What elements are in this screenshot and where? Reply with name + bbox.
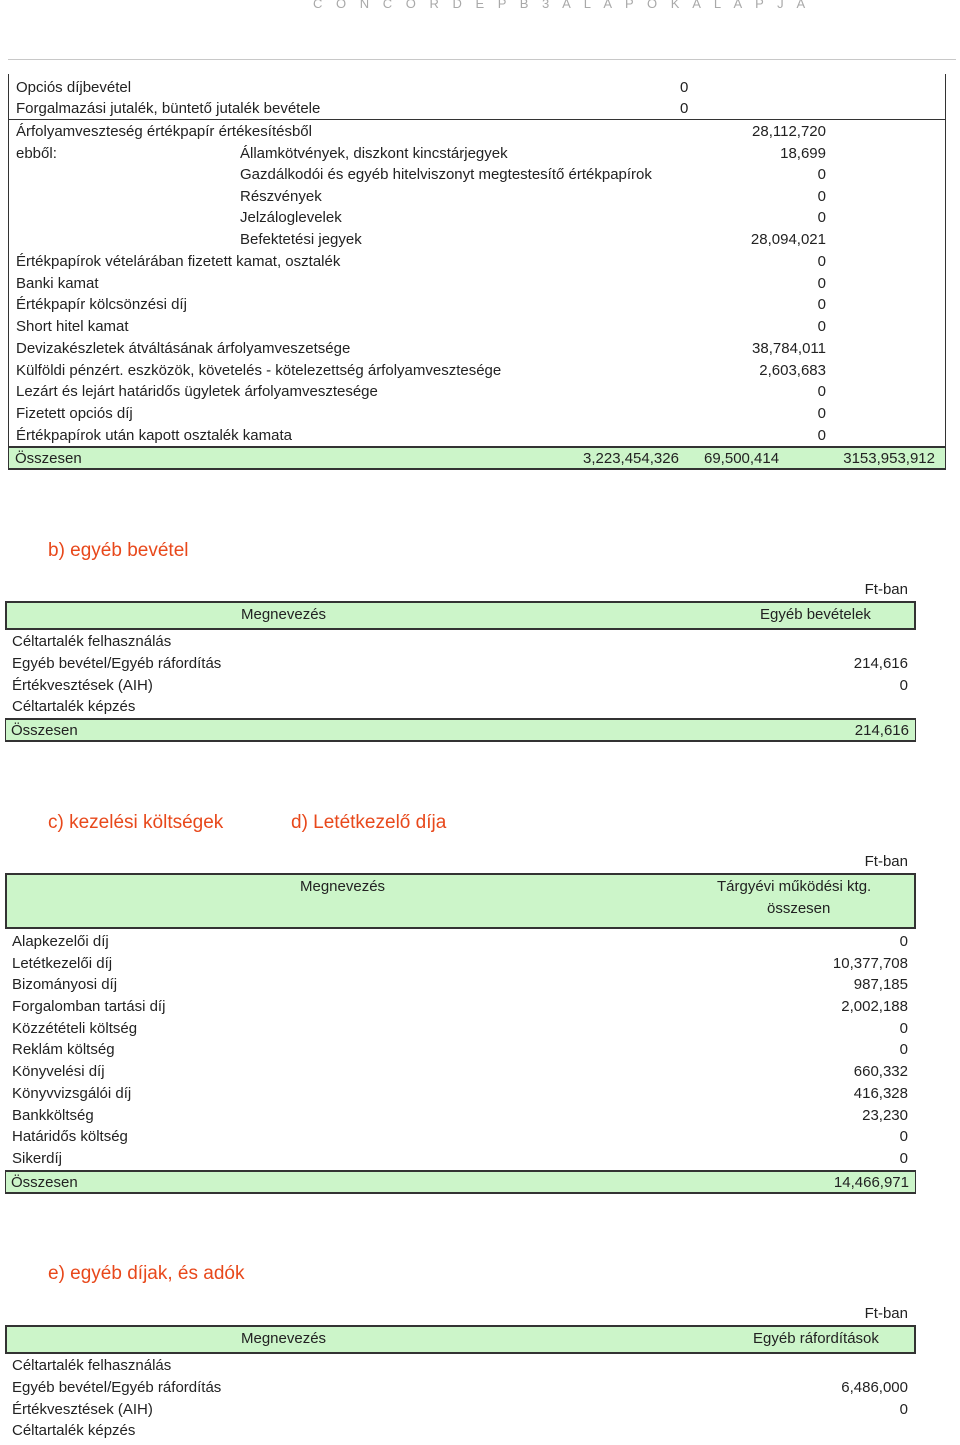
row-label: Céltartalék képzés [12, 698, 136, 715]
row-label: Értékvesztések (AIH) [12, 1401, 153, 1418]
row-label: Árfolyamveszteség értékpapír értékesítésből [16, 123, 312, 140]
row-value: 0 [817, 405, 826, 422]
row-label: Forgalomban tartási díj [12, 998, 166, 1015]
row-value: 0 [899, 1128, 908, 1145]
row-label: Közzétételi költség [12, 1020, 138, 1037]
row-value: 0 [817, 188, 826, 205]
row-value: 0 [817, 318, 826, 335]
row-label: Banki kamat [16, 275, 99, 292]
row-label: Értékpapír kölcsönzési díj [16, 296, 187, 313]
col-header-value-line1: Tárgyévi működési ktg. [717, 878, 872, 895]
row-label: Lezárt és lejárt határidős ügyletek árfolyamvesztesége [16, 383, 378, 400]
row-label: Céltartalék felhasználás [12, 1357, 172, 1374]
row-label: Letétkezelői díj [12, 955, 113, 972]
section-b-total-row [5, 718, 916, 742]
row-label: Egyéb bevétel/Egyéb ráfordítás [12, 1379, 222, 1396]
row-value: 2,002,188 [841, 998, 908, 1015]
table-border-left [8, 74, 9, 446]
row-label: Short hitel kamat [16, 318, 129, 335]
row-label: Értékpapírok után kapott osztalék kamata [16, 427, 292, 444]
row-value: 416,328 [853, 1085, 908, 1102]
unit-label: Ft-ban [864, 581, 908, 598]
row-label: Forgalmazási jutalék, büntető jutalék bevétele [16, 100, 321, 117]
total-value-2: 69,500,414 [704, 450, 780, 467]
row-value: 0 [899, 677, 908, 694]
row-label: ebből: [16, 145, 57, 162]
row-label: Sikerdíj [12, 1150, 63, 1167]
section-d-title: d) Letétkezelő díja [291, 812, 447, 833]
table-border-right [945, 74, 946, 446]
row-sublabel: Államkötvények, diszkont kincstárjegyek [240, 145, 508, 162]
row-sublabel: Gazdálkodói és egyéb hitelviszonyt megtestesítő értékpapírok [240, 166, 652, 183]
total-value-3: 3153,953,912 [843, 450, 935, 467]
row-value: 0 [899, 1041, 908, 1058]
header-divider [8, 59, 956, 60]
row-value: 23,230 [862, 1107, 908, 1124]
section-cd-header [5, 873, 916, 929]
row-value: 6,486,000 [841, 1379, 908, 1396]
row-value: 0 [680, 100, 689, 117]
row-label: Devizakészletek átváltásának árfolyamveszetsége [16, 340, 351, 357]
expense-table-1 [8, 74, 946, 469]
row-value: 0 [899, 933, 908, 950]
row-label: Értékpapírok vételárában fizetett kamat, osztalék [16, 253, 341, 270]
row-label: Alapkezelői díj [12, 933, 109, 950]
table-separator [8, 119, 946, 120]
row-value: 18,699 [780, 145, 826, 162]
row-label: Céltartalék képzés [12, 1422, 136, 1439]
row-label: Értékvesztések (AIH) [12, 677, 153, 694]
row-value: 0 [817, 427, 826, 444]
row-sublabel: Részvények [240, 188, 322, 205]
total-label: Összesen [11, 1174, 78, 1191]
row-value: 0 [899, 1150, 908, 1167]
row-value: 0 [817, 209, 826, 226]
col-header-value-line2: összesen [767, 900, 831, 917]
row-value: 28,094,021 [750, 231, 826, 248]
total-label: Összesen [11, 722, 78, 739]
row-label: Bankköltség [12, 1107, 94, 1124]
total-label: Összesen [15, 450, 82, 467]
row-value: 28,112,720 [752, 123, 826, 140]
col-header-name: Megnevezés [241, 606, 327, 623]
total-value: 214,616 [854, 722, 909, 739]
section-b-header [5, 601, 916, 630]
row-label: Könyvelési díj [12, 1063, 105, 1080]
row-value: 0 [817, 166, 826, 183]
row-value: 0 [899, 1401, 908, 1418]
row-label: Bizományosi díj [12, 976, 118, 993]
row-value: 0 [817, 253, 826, 270]
row-value: 2,603,683 [759, 362, 826, 379]
table-total-row [8, 446, 946, 470]
unit-label: Ft-ban [864, 1305, 908, 1322]
row-value: 38,784,011 [752, 340, 826, 357]
row-value: 0 [899, 1020, 908, 1037]
row-value: 0 [817, 296, 826, 313]
row-label: Külföldi pénzért. eszközök, követelés - kötelezettség árfolyamvesztesége [16, 362, 502, 379]
row-label: Opciós díjbevétel [16, 79, 132, 96]
row-value: 987,185 [853, 976, 908, 993]
total-value: 14,466,971 [833, 1174, 909, 1191]
col-header-name: Megnevezés [241, 1330, 327, 1347]
row-label: Könyvvizsgálói díj [12, 1085, 132, 1102]
col-header-value: Egyéb ráfordítások [753, 1330, 879, 1347]
section-b-title: b) egyéb bevétel [48, 540, 189, 561]
row-sublabel: Jelzáloglevelek [240, 209, 342, 226]
section-cd-total-row [5, 1170, 916, 1194]
row-value: 214,616 [853, 655, 908, 672]
col-header-value: Egyéb bevételek [760, 606, 871, 623]
col-header-name: Megnevezés [300, 878, 386, 895]
row-label: Reklám költség [12, 1041, 115, 1058]
row-value: 660,332 [853, 1063, 908, 1080]
row-sublabel: Befektetési jegyek [240, 231, 362, 248]
row-value: 0 [680, 79, 689, 96]
document-header: C O N C O R D E P B 3 A L A P O K A L A P J A [313, 0, 811, 11]
row-value: 10,377,708 [832, 955, 908, 972]
row-value: 0 [817, 275, 826, 292]
row-label: Fizetett opciós díj [16, 405, 133, 422]
section-e-header [5, 1325, 916, 1354]
section-c-title: c) kezelési költségek [48, 812, 224, 833]
row-label: Határidős költség [12, 1128, 128, 1145]
section-e-title: e) egyéb díjak, és adók [48, 1263, 245, 1284]
unit-label: Ft-ban [864, 853, 908, 870]
row-label: Egyéb bevétel/Egyéb ráfordítás [12, 655, 222, 672]
row-label: Céltartalék felhasználás [12, 633, 172, 650]
total-value-1: 3,223,454,326 [583, 450, 679, 467]
row-value: 0 [817, 383, 826, 400]
